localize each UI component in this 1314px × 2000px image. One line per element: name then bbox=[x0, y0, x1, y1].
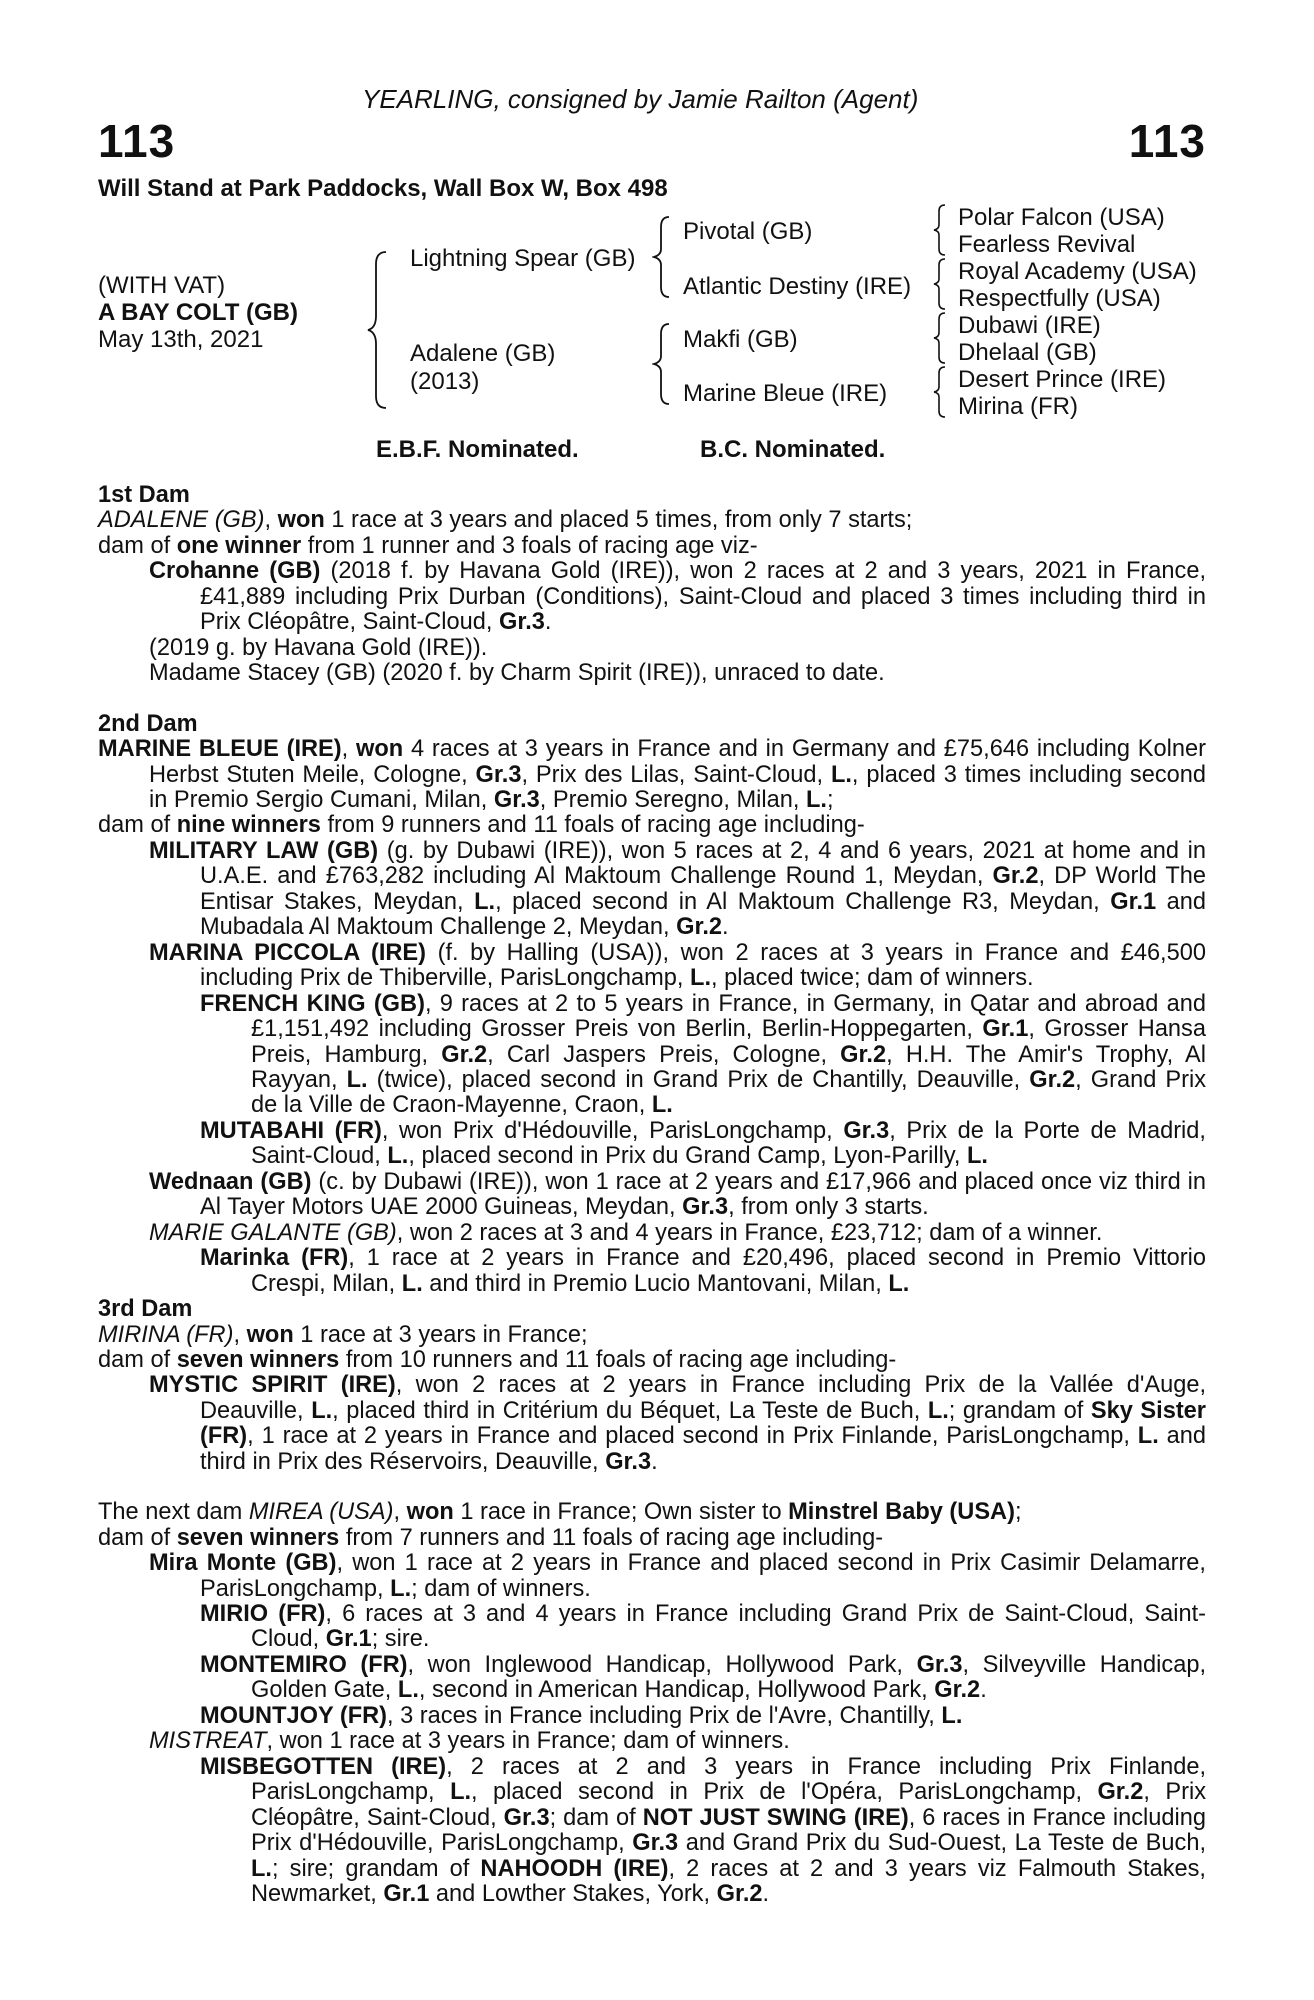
bold-text: Gr.1 bbox=[325, 1626, 372, 1653]
bold-text: L. bbox=[941, 1702, 963, 1729]
text-run: . bbox=[762, 1881, 770, 1908]
text-run: , won 1 race at 3 years in France; dam of winners. bbox=[266, 1728, 790, 1755]
stand-location: Will Stand at Park Paddocks, Wall Box W, Box 498 bbox=[98, 175, 668, 202]
text-run: , Grosser Hansa Preis, Hamburg, bbox=[251, 1016, 1206, 1068]
pedigree-g3-4: Respectfully (USA) bbox=[958, 285, 1161, 312]
bold-text: Wednaan (GB) bbox=[149, 1168, 312, 1195]
consignor-line: YEARLING, consigned by Jamie Railton (Agent) bbox=[362, 84, 919, 114]
bold-text: L. bbox=[390, 1575, 412, 1602]
bold-text: Gr.3 bbox=[916, 1651, 963, 1678]
bold-text: 3rd Dam bbox=[98, 1296, 193, 1323]
bold-text: L. bbox=[927, 1397, 949, 1424]
pedigree-g3-5: Dubawi (IRE) bbox=[958, 312, 1101, 339]
catalogue-paragraph bbox=[98, 1526, 1206, 1551]
text-run: , Silveyville Handicap, Golden Gate, bbox=[251, 1651, 1207, 1704]
bold-text: Gr.2 bbox=[992, 863, 1039, 890]
pedigree-dam: Adalene (GB) bbox=[410, 340, 556, 367]
text-run: (twice), placed second in Grand Prix de Chantilly, Deauville, bbox=[367, 1066, 1030, 1093]
catalogue-paragraph bbox=[98, 1704, 1206, 1729]
pedigree-brace-dam bbox=[652, 322, 672, 406]
text-run: ; sire. bbox=[371, 1626, 430, 1653]
bold-text: Gr.3 bbox=[493, 786, 540, 813]
text-run: , bbox=[264, 507, 278, 534]
text-run: 1 race at 3 years in France; bbox=[293, 1321, 588, 1348]
pedigree-g3-7: Desert Prince (IRE) bbox=[958, 366, 1167, 393]
text-run: , 3 races in France including Prix de l'Avre, Chantilly, bbox=[387, 1702, 942, 1729]
bold-text: Gr.3 bbox=[503, 1804, 550, 1831]
text-run: , DP World The Entisar Stakes, Meydan, bbox=[200, 863, 1207, 915]
bold-text: Marinka (FR) bbox=[200, 1245, 349, 1272]
text-run: . bbox=[722, 914, 729, 941]
foaling-date: May 13th, 2021 bbox=[98, 326, 264, 353]
catalogue-paragraph bbox=[98, 813, 1206, 838]
text-run: . bbox=[544, 609, 552, 636]
catalogue-paragraph bbox=[98, 661, 1206, 686]
catalogue-paragraph bbox=[98, 1297, 1206, 1322]
text-run: , Prix Cléopâtre, Saint-Cloud, bbox=[251, 1779, 1206, 1831]
text-run: , won Prix d'Hédouville, ParisLongchamp, bbox=[381, 1117, 844, 1144]
text-run: , won Inglewood Handicap, Hollywood Park, bbox=[407, 1651, 917, 1678]
bold-text: L. bbox=[690, 965, 712, 992]
catalogue-paragraph bbox=[98, 1755, 1206, 1908]
catalogue-paragraph bbox=[98, 1653, 1206, 1704]
horse-description: A BAY COLT (GB) bbox=[98, 299, 299, 326]
bold-text: won bbox=[355, 736, 404, 763]
lot-number-left: 113 bbox=[98, 115, 176, 167]
text-run: ; dam of winners. bbox=[411, 1575, 591, 1602]
bold-text: L. bbox=[967, 1143, 988, 1170]
catalogue-paragraph bbox=[98, 1551, 1206, 1602]
bold-text: L. bbox=[401, 1270, 423, 1297]
pedigree-sire: Lightning Spear (GB) bbox=[410, 245, 636, 272]
text-run: , won 2 races at 3 and 4 years in France, £23,712; dam of a winner. bbox=[396, 1219, 1103, 1246]
pedigree-g3-8: Mirina (FR) bbox=[958, 393, 1078, 420]
text-run: dam of bbox=[98, 1524, 177, 1551]
bold-text: Gr.3 bbox=[682, 1194, 729, 1221]
catalogue-paragraph bbox=[98, 534, 1206, 559]
bold-text: MOUNTJOY (FR) bbox=[200, 1702, 387, 1729]
pedigree-dam-sire: Makfi (GB) bbox=[683, 326, 798, 353]
text-run: , placed third in Critérium du Béquet, La Teste de Buch, bbox=[332, 1397, 928, 1424]
bold-text: seven winners bbox=[176, 1346, 340, 1373]
text-run: (2018 f. by Havana Gold (IRE)), won 2 races at 2 and 3 years, 2021 in France, £41,889 including Prix Durban (Conditions), Saint-Cloud and placed 3 times including third in Prix Cléopâtre, Saint-Cloud, bbox=[200, 558, 1206, 636]
text-run: and third in Premio Lucio Mantovani, Milan, bbox=[422, 1270, 889, 1297]
text-run: , placed 3 times including second in Premio Sergio Cumani, Milan, bbox=[149, 761, 1207, 813]
text-run: Madame Stacey (GB) (2020 f. by Charm Spirit (IRE)), unraced to date. bbox=[149, 660, 885, 687]
bold-text: MYSTIC SPIRIT (IRE) bbox=[149, 1372, 396, 1399]
bold-text: Crohanne (GB) bbox=[149, 558, 321, 585]
pedigree-g3-3: Royal Academy (USA) bbox=[958, 258, 1197, 285]
bold-text: L. bbox=[346, 1066, 368, 1093]
text-run: from 1 runner and 3 foals of racing age viz- bbox=[301, 532, 758, 559]
text-run: , second in American Handicap, Hollywood Park, bbox=[418, 1677, 935, 1704]
text-run: ; grandam of bbox=[948, 1397, 1091, 1424]
catalogue-paragraph bbox=[98, 1348, 1206, 1373]
bold-text: L. bbox=[474, 888, 496, 915]
text-run: from 7 runners and 11 foals of racing age including- bbox=[339, 1524, 884, 1551]
bold-text: L. bbox=[387, 1143, 409, 1170]
catalogue-paragraph bbox=[98, 1221, 1206, 1246]
italic-text: MISTREAT bbox=[149, 1728, 267, 1755]
text-run: . bbox=[651, 1448, 658, 1475]
bold-text: Gr.2 bbox=[1097, 1779, 1144, 1806]
bold-text: L. bbox=[251, 1855, 272, 1882]
bold-text: L. bbox=[450, 1779, 472, 1806]
pedigree-brace-sire bbox=[652, 215, 672, 299]
catalogue-paragraph bbox=[98, 1170, 1206, 1221]
text-run: , Prix de la Porte de Madrid, Saint-Cloud, bbox=[251, 1117, 1206, 1170]
bold-text: NAHOODH (IRE) bbox=[480, 1855, 669, 1882]
text-run: from 9 runners and 11 foals of racing age including- bbox=[320, 812, 865, 839]
paragraph-gap bbox=[98, 687, 1206, 712]
catalogue-paragraph bbox=[98, 508, 1206, 533]
catalogue-paragraph bbox=[98, 1729, 1206, 1754]
catalogue-paragraph bbox=[98, 839, 1206, 941]
bold-text: Gr.3 bbox=[843, 1117, 890, 1144]
bold-text: won bbox=[246, 1321, 294, 1348]
text-run: and Lowther Stakes, York, bbox=[429, 1881, 717, 1908]
text-run: (f. by Halling (USA)), won 2 races at 3 years in France and £46,500 including Prix de Thiberville, ParisLongchamp, bbox=[200, 939, 1206, 992]
bold-text: L. bbox=[311, 1397, 333, 1424]
bold-text: Gr.2 bbox=[1029, 1066, 1076, 1093]
pedigree-brace-g2 bbox=[932, 257, 948, 311]
pedigree-brace-g3 bbox=[932, 311, 948, 365]
bold-text: Gr.1 bbox=[1110, 888, 1157, 915]
text-run: ; dam of bbox=[549, 1804, 643, 1831]
italic-text: MIREA (USA) bbox=[248, 1499, 394, 1526]
bold-text: won bbox=[277, 507, 325, 534]
catalogue-paragraph bbox=[98, 636, 1206, 661]
text-run: . bbox=[980, 1677, 987, 1704]
bold-text: seven winners bbox=[176, 1524, 340, 1551]
bold-text: Gr.3 bbox=[605, 1448, 652, 1475]
vat-note: (WITH VAT) bbox=[98, 272, 226, 299]
text-run: , won 1 race at 2 years in France and placed second in Prix Casimir Delamarre, ParisLongchamp, bbox=[200, 1550, 1206, 1602]
text-run: , Premio Seregno, Milan, bbox=[539, 786, 806, 813]
pedigree-dam-dam: Marine Bleue (IRE) bbox=[683, 380, 888, 407]
catalogue-paragraph bbox=[98, 941, 1206, 992]
pedigree-brace-g1 bbox=[932, 203, 948, 257]
bold-text: 2nd Dam bbox=[98, 710, 198, 737]
paragraph-gap bbox=[98, 1475, 1206, 1500]
bold-text: Gr.1 bbox=[383, 1881, 430, 1908]
catalogue-body bbox=[98, 483, 1206, 1907]
bold-text: Gr.3 bbox=[499, 609, 545, 636]
bold-text: MIRIO (FR) bbox=[200, 1601, 326, 1628]
catalogue-paragraph bbox=[98, 1323, 1206, 1348]
pedigree-sire-sire: Pivotal (GB) bbox=[683, 218, 813, 245]
text-run: dam of bbox=[98, 532, 177, 559]
text-run: , Prix des Lilas, Saint-Cloud, bbox=[521, 761, 831, 788]
bold-text: MILITARY LAW (GB) bbox=[149, 837, 379, 864]
text-run: dam of bbox=[98, 812, 177, 839]
text-run: , placed second in Prix du Grand Camp, Lyon-Parilly, bbox=[408, 1143, 968, 1170]
italic-text: MARIE GALANTE (GB) bbox=[149, 1219, 397, 1246]
text-run: , from only 3 starts. bbox=[728, 1194, 929, 1221]
text-run: 1 race at 3 years and placed 5 times, from only 7 starts; bbox=[324, 507, 913, 534]
text-run: (2019 g. by Havana Gold (IRE)). bbox=[149, 634, 488, 661]
catalogue-paragraph bbox=[98, 712, 1206, 737]
bold-text: L. bbox=[806, 786, 827, 813]
bold-text: MISBEGOTTEN (IRE) bbox=[200, 1753, 447, 1780]
text-run: , 1 race at 2 years in France and placed second in Prix Finlande, ParisLongchamp, bbox=[247, 1423, 1138, 1450]
text-run: , 2 races at 2 and 3 years in France including Prix Finlande, ParisLongchamp, bbox=[251, 1753, 1207, 1806]
text-run: , Grand Prix de la Ville de Craon-Mayenne, Craon, bbox=[251, 1066, 1207, 1119]
text-run: , Carl Jaspers Preis, Cologne, bbox=[487, 1041, 841, 1068]
text-run: from 10 runners and 11 foals of racing age including- bbox=[339, 1346, 897, 1373]
catalogue-paragraph bbox=[98, 737, 1206, 813]
bold-text: Gr.3 bbox=[475, 761, 522, 788]
bold-text: L. bbox=[651, 1092, 673, 1119]
bold-text: MARINE BLEUE (IRE) bbox=[98, 736, 342, 763]
ebf-nomination: E.B.F. Nominated. bbox=[376, 436, 579, 463]
bold-text: L. bbox=[830, 761, 852, 788]
bold-text: MARINA PICCOLA (IRE) bbox=[149, 939, 427, 966]
bold-text: Gr.2 bbox=[840, 1041, 887, 1068]
bold-text: Gr.2 bbox=[934, 1677, 981, 1704]
text-run: ; bbox=[826, 786, 834, 813]
bold-text: L. bbox=[397, 1677, 419, 1704]
text-run: , H.H. The Amir's Trophy, Al Rayyan, bbox=[251, 1041, 1206, 1093]
bold-text: Sky Sister (FR) bbox=[200, 1397, 1206, 1450]
text-run: and Grand Prix du Sud-Ouest, La Teste de Buch, bbox=[678, 1830, 1206, 1857]
bold-text: MONTEMIRO (FR) bbox=[200, 1651, 408, 1678]
bold-text: FRENCH KING (GB) bbox=[200, 990, 425, 1017]
catalogue-paragraph bbox=[98, 1119, 1206, 1170]
bold-text: Gr.2 bbox=[441, 1041, 488, 1068]
pedigree-brace-main bbox=[366, 250, 390, 410]
bold-text: Minstrel Baby (USA) bbox=[788, 1499, 1015, 1526]
pedigree-sire-dam: Atlantic Destiny (IRE) bbox=[683, 273, 912, 300]
bc-nomination: B.C. Nominated. bbox=[700, 436, 886, 463]
text-run: , bbox=[393, 1499, 407, 1526]
text-run: ; bbox=[1014, 1499, 1022, 1526]
text-run: , won 2 races at 2 years in France including Prix de la Vallée d'Auge, Deauville, bbox=[200, 1372, 1206, 1424]
catalogue-paragraph bbox=[98, 483, 1206, 508]
bold-text: Mira Monte (GB) bbox=[149, 1550, 337, 1577]
catalogue-paragraph bbox=[98, 1246, 1206, 1297]
text-run: , 9 races at 2 to 5 years in France, in Germany, in Qatar and abroad and £1,151,492 including Grosser Preis von Berlin, Berlin-Hoppegarten, bbox=[251, 990, 1206, 1043]
pedigree-brace-g4 bbox=[932, 365, 948, 419]
lot-number-right: 113 bbox=[1128, 115, 1206, 167]
bold-text: Gr.2 bbox=[716, 1881, 763, 1908]
text-run: and Mubadala Al Maktoum Challenge 2, Meydan, bbox=[200, 888, 1207, 941]
bold-text: Gr.1 bbox=[982, 1016, 1029, 1043]
bold-text: NOT JUST SWING (IRE) bbox=[642, 1804, 909, 1831]
text-run: , 1 race at 2 years in France and £20,496, placed second in Premio Vittorio Crespi, Milan, bbox=[251, 1245, 1207, 1297]
pedigree-g3-6: Dhelaal (GB) bbox=[958, 339, 1097, 366]
bold-text: MUTABAHI (FR) bbox=[200, 1117, 382, 1144]
text-run: 1 race in France; Own sister to bbox=[453, 1499, 789, 1526]
catalogue-paragraph bbox=[98, 559, 1206, 635]
text-run: ; sire; grandam of bbox=[271, 1855, 481, 1882]
bold-text: nine winners bbox=[176, 812, 321, 839]
text-run: , 2 races at 2 and 3 years viz Falmouth Stakes, Newmarket, bbox=[251, 1855, 1206, 1908]
italic-text: ADALENE (GB) bbox=[98, 507, 265, 534]
catalogue-paragraph bbox=[98, 992, 1206, 1119]
bold-text: Gr.2 bbox=[676, 914, 723, 941]
catalogue-paragraph bbox=[98, 1500, 1206, 1525]
text-run: , placed twice; dam of winners. bbox=[711, 965, 1034, 992]
text-run: , bbox=[341, 736, 356, 763]
text-run: , bbox=[233, 1321, 247, 1348]
catalogue-paragraph bbox=[98, 1373, 1206, 1475]
pedigree-g3-2: Fearless Revival bbox=[958, 231, 1136, 258]
bold-text: L. bbox=[1137, 1423, 1159, 1450]
text-run: , placed second in Prix de l'Opéra, ParisLongchamp, bbox=[471, 1779, 1098, 1806]
text-run: (c. by Dubawi (IRE)), won 1 race at 2 years and £17,966 and placed once viz third in Al Tayer Motors UAE 2000 Guineas, Meydan, bbox=[200, 1168, 1206, 1221]
text-run: 4 races at 3 years in France and in Germany and £75,646 including Kolner Herbst Stuten Meile, Cologne, bbox=[149, 736, 1206, 788]
bold-text: L. bbox=[888, 1270, 910, 1297]
text-run: , placed second in Al Maktoum Challenge R3, Meydan, bbox=[495, 888, 1111, 915]
text-run: (g. by Dubawi (IRE)), won 5 races at 2, 4 and 6 years, 2021 at home and in U.A.E. and £763,282 including Al Maktoum Challenge Round 1, Meydan, bbox=[200, 837, 1206, 890]
catalogue-paragraph bbox=[98, 1602, 1206, 1653]
bold-text: one winner bbox=[176, 532, 302, 559]
text-run: , 6 races in France including Prix d'Hédouville, ParisLongchamp, bbox=[251, 1804, 1206, 1857]
text-run: dam of bbox=[98, 1346, 177, 1373]
text-run: , 6 races at 3 and 4 years in France including Grand Prix de Saint-Cloud, Saint-Cloud, bbox=[251, 1601, 1206, 1653]
italic-text: MIRINA (FR) bbox=[98, 1321, 234, 1348]
text-run: and third in Prix des Réservoirs, Deauville, bbox=[200, 1423, 1207, 1475]
pedigree-dam-year: (2013) bbox=[410, 368, 480, 395]
text-run: The next dam bbox=[98, 1499, 249, 1526]
bold-text: 1st Dam bbox=[98, 482, 190, 508]
pedigree-g3-1: Polar Falcon (USA) bbox=[958, 204, 1165, 231]
bold-text: won bbox=[406, 1499, 454, 1526]
bold-text: Gr.3 bbox=[632, 1830, 679, 1857]
